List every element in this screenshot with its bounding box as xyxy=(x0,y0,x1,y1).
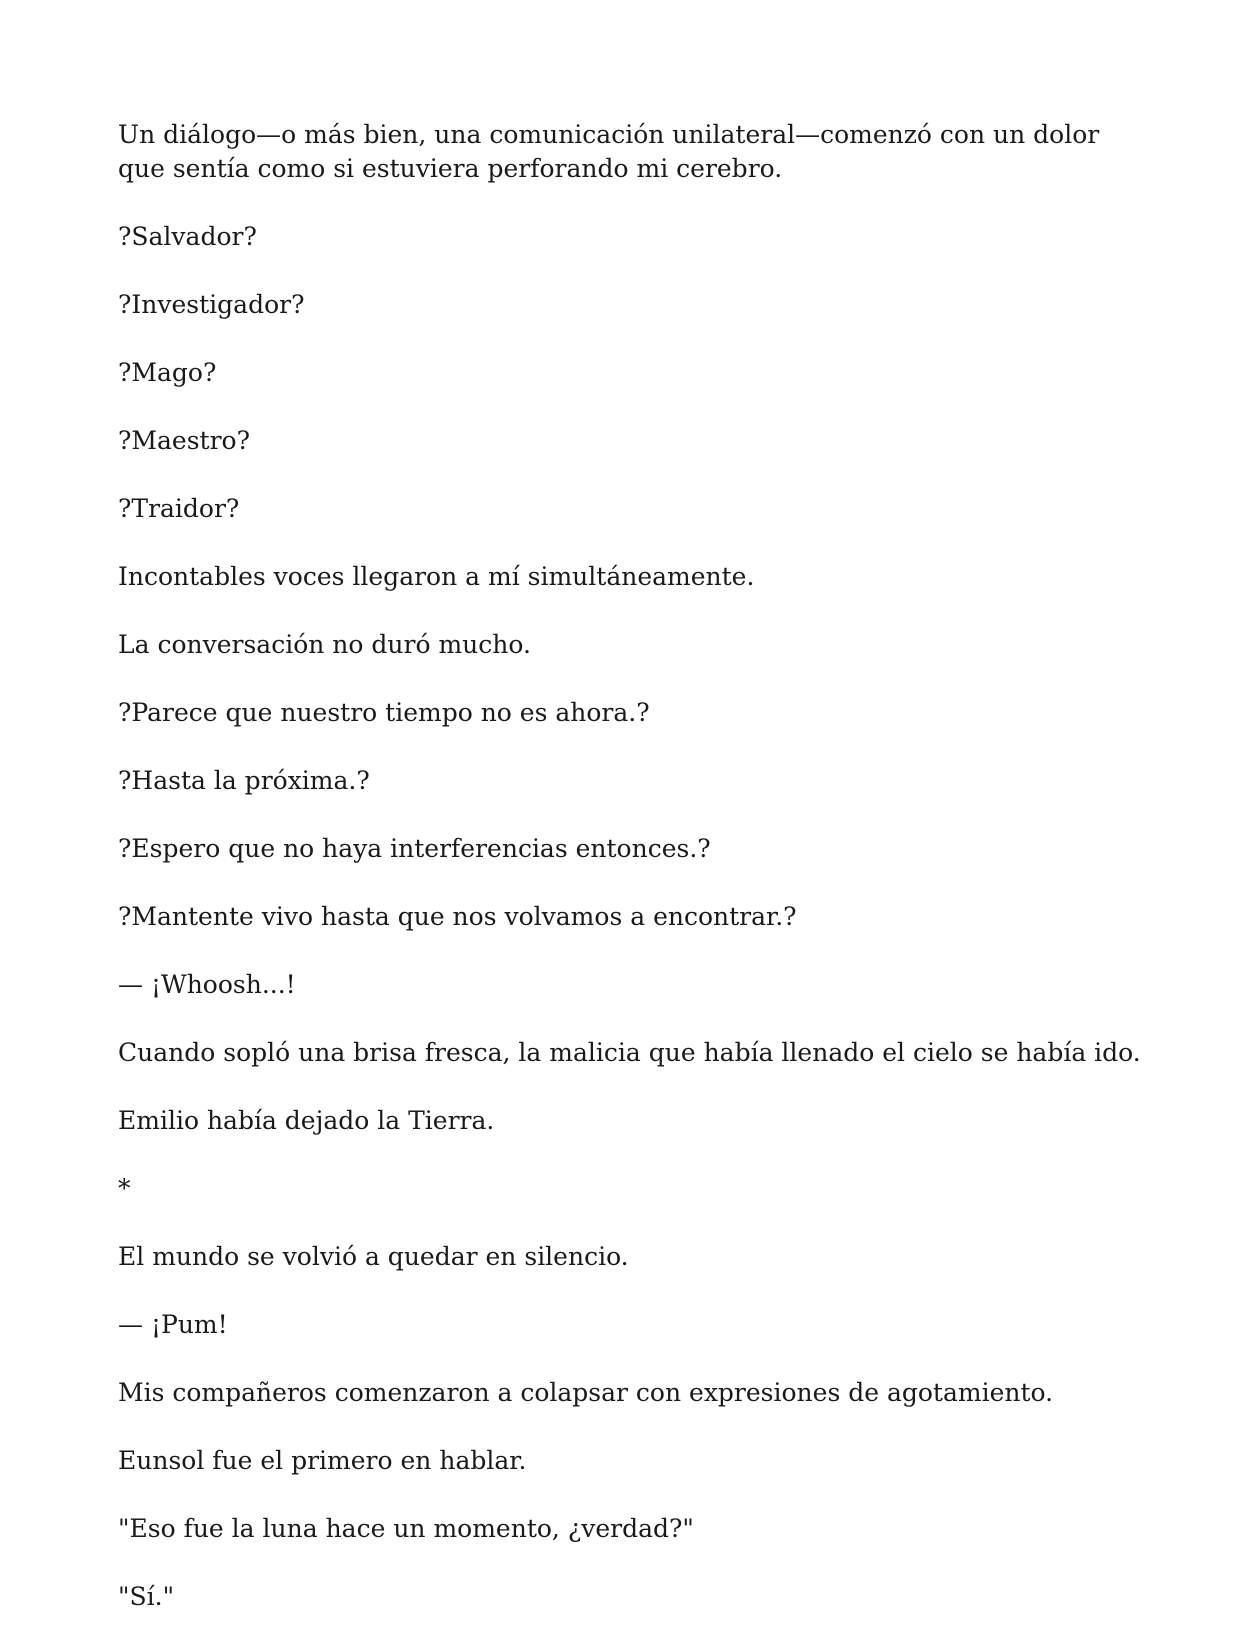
paragraph-1: Un diálogo—o más bien, una comunicación unilateral—comenzó con un dolor que sentía como si estuviera perforando mi cerebro. xyxy=(118,120,1100,183)
paragraph-10: ?Hasta la próxima.? xyxy=(118,766,370,795)
paragraph-4: ?Mago? xyxy=(118,358,217,387)
paragraph-11: ?Espero que no haya interferencias entonces.? xyxy=(118,834,711,863)
paragraph-14: Cuando sopló una brisa fresca, la malicia que había llenado el cielo se había ido. xyxy=(118,1038,1141,1067)
paragraph-2: ?Salvador? xyxy=(118,222,257,251)
paragraph-6: ?Traidor? xyxy=(118,494,240,523)
paragraph-12: ?Mantente vivo hasta que nos volvamos a encontrar.? xyxy=(118,902,797,931)
document-body xyxy=(118,118,1141,1648)
paragraph-19: Mis compañeros comenzaron a colapsar con expresiones de agotamiento. xyxy=(118,1378,1054,1407)
paragraph-9: ?Parece que nuestro tiempo no es ahora.? xyxy=(118,698,650,727)
paragraph-17: El mundo se volvió a quedar en silencio. xyxy=(118,1242,629,1271)
paragraph-22: "Sí." xyxy=(118,1582,175,1611)
paragraph-8: La conversación no duró mucho. xyxy=(118,630,531,659)
paragraph-15: Emilio había dejado la Tierra. xyxy=(118,1106,495,1135)
paragraph-18: — ¡Pum! xyxy=(118,1310,228,1339)
paragraph-3: ?Investigador? xyxy=(118,290,305,319)
paragraph-20: Eunsol fue el primero en hablar. xyxy=(118,1446,527,1475)
paragraph-7: Incontables voces llegaron a mí simultáneamente. xyxy=(118,562,755,591)
section-break: * xyxy=(118,1174,131,1203)
paragraph-13: — ¡Whoosh...! xyxy=(118,970,296,999)
paragraph-5: ?Maestro? xyxy=(118,426,250,455)
paragraph-21: "Eso fue la luna hace un momento, ¿verdad?" xyxy=(118,1514,694,1543)
